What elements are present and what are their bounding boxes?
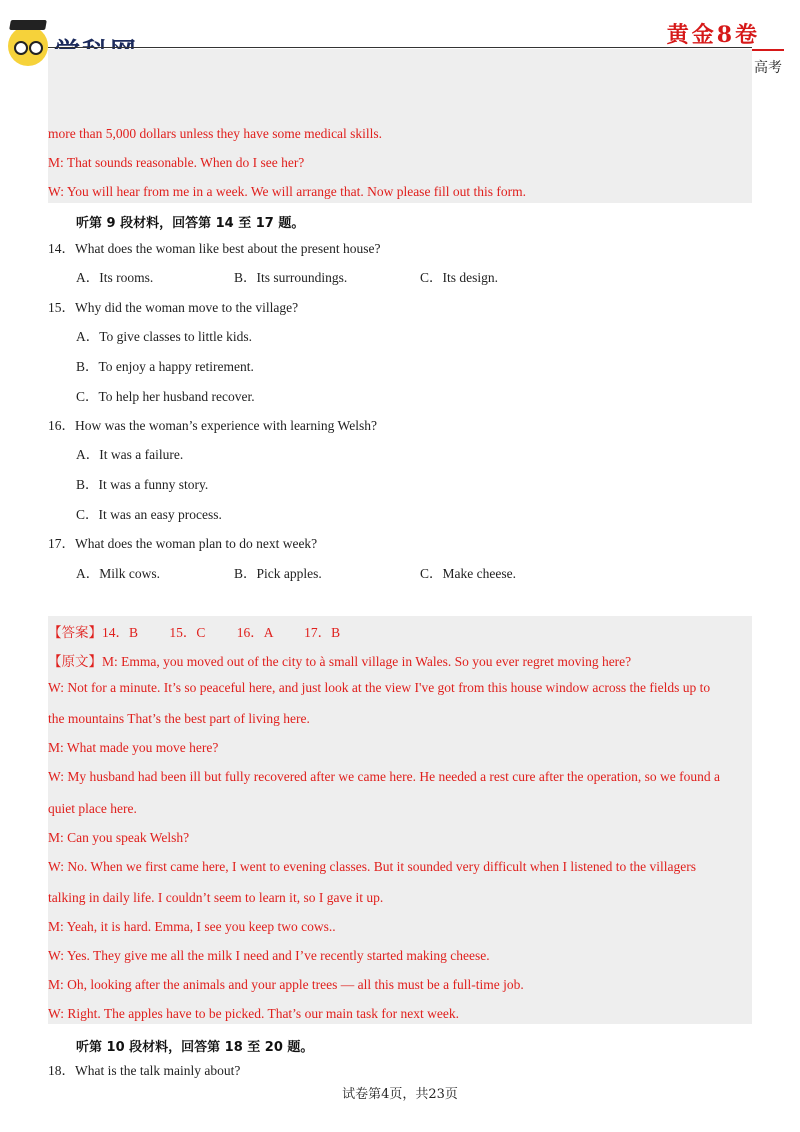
transcript-line: M: Can you speak Welsh?: [48, 830, 190, 845]
transcript-line: 【原文】M: Emma, you moved out of the city to à small village in Wales. So you ever regret moving here?: [48, 654, 632, 669]
page-footer: 试卷第4页，共23页: [342, 1087, 458, 1102]
transcript-line: M: What made you move here?: [48, 740, 219, 755]
transcript-line: talking in daily life. I couldn’t seem to learn it, so I gave it up.: [48, 890, 384, 905]
brand-title: 黄金8卷: [666, 22, 760, 48]
q17-option-a: A．Milk cows.: [76, 566, 160, 581]
answer-item: 14．B: [102, 625, 139, 640]
header-divider: [48, 47, 752, 48]
question-17: 17．What does the woman plan to do next week?: [48, 536, 318, 551]
transcript-line: W: Right. The apples have to be picked. That’s our main task for next week.: [48, 1006, 460, 1021]
q15-option-a: A．To give classes to little kids.: [76, 329, 253, 344]
question-14: 14．What does the woman like best about the present house?: [48, 241, 381, 256]
logo-mascot-icon: [8, 26, 48, 66]
answer-item: 17．B: [304, 625, 341, 640]
q16-option-a: A．It was a failure.: [76, 447, 184, 462]
q14-option-c: C．Its design.: [420, 270, 499, 285]
q15-option-c: C．To help her husband recover.: [76, 389, 255, 404]
transcript-line: the mountains That’s the best part of living here.: [48, 711, 310, 726]
transcript-line: quiet place here.: [48, 801, 137, 816]
answer-label: 【答案】: [48, 625, 102, 640]
q17-option-b: B．Pick apples.: [234, 566, 322, 581]
brand-underline: [750, 49, 784, 51]
q16-option-c: C．It was an easy process.: [76, 507, 222, 522]
transcript-line: W: My husband had been ill but fully recovered after we came here. He needed a rest cure after the operation, so we found a: [48, 769, 720, 784]
prev-transcript-line: M: That sounds reasonable. When do I see her?: [48, 155, 305, 170]
transcript-label: 【原文】: [48, 654, 102, 669]
q15-option-b: B．To enjoy a happy retirement.: [76, 359, 254, 374]
section-10-instruction: 听第 10 段材料，回答第 18 至 20 题。: [76, 1040, 314, 1055]
q14-option-b: B．Its surroundings.: [234, 270, 348, 285]
answer-item: 15．C: [169, 625, 206, 640]
prev-transcript-line: W: You will hear from me in a week. We will arrange that. Now please fill out this form.: [48, 184, 527, 199]
answer-line: [48, 621, 340, 641]
transcript-line: W: Yes. They give me all the milk I need and I’ve recently started making cheese.: [48, 948, 490, 963]
transcript-line: W: No. When we first came here, I went to evening classes. But it sounded very difficult when I listened to the villagers: [48, 859, 696, 874]
transcript-line: W: Not for a minute. It’s so peaceful here, and just look at the view I've got from this house window across the fields up to: [48, 680, 711, 695]
question-15: 15．Why did the woman move to the village?: [48, 300, 299, 315]
transcript-line: M: Yeah, it is hard. Emma, I see you keep two cows..: [48, 919, 336, 934]
q14-option-a: A．Its rooms.: [76, 270, 154, 285]
q16-option-b: B．It was a funny story.: [76, 477, 209, 492]
section-9-instruction: 听第 9 段材料，回答第 14 至 17 题。: [76, 216, 305, 231]
answer-item: 16．A: [236, 625, 273, 640]
question-16: 16．How was the woman’s experience with learning Welsh?: [48, 418, 377, 433]
prev-transcript-line: more than 5,000 dollars unless they have some medical skills.: [48, 126, 383, 141]
exam-type-label: 高考: [754, 60, 782, 76]
q17-option-c: C．Make cheese.: [420, 566, 516, 581]
transcript-line: M: Oh, looking after the animals and your apple trees — all this must be a full-time job.: [48, 977, 524, 992]
question-18: 18．What is the talk mainly about?: [48, 1063, 241, 1078]
